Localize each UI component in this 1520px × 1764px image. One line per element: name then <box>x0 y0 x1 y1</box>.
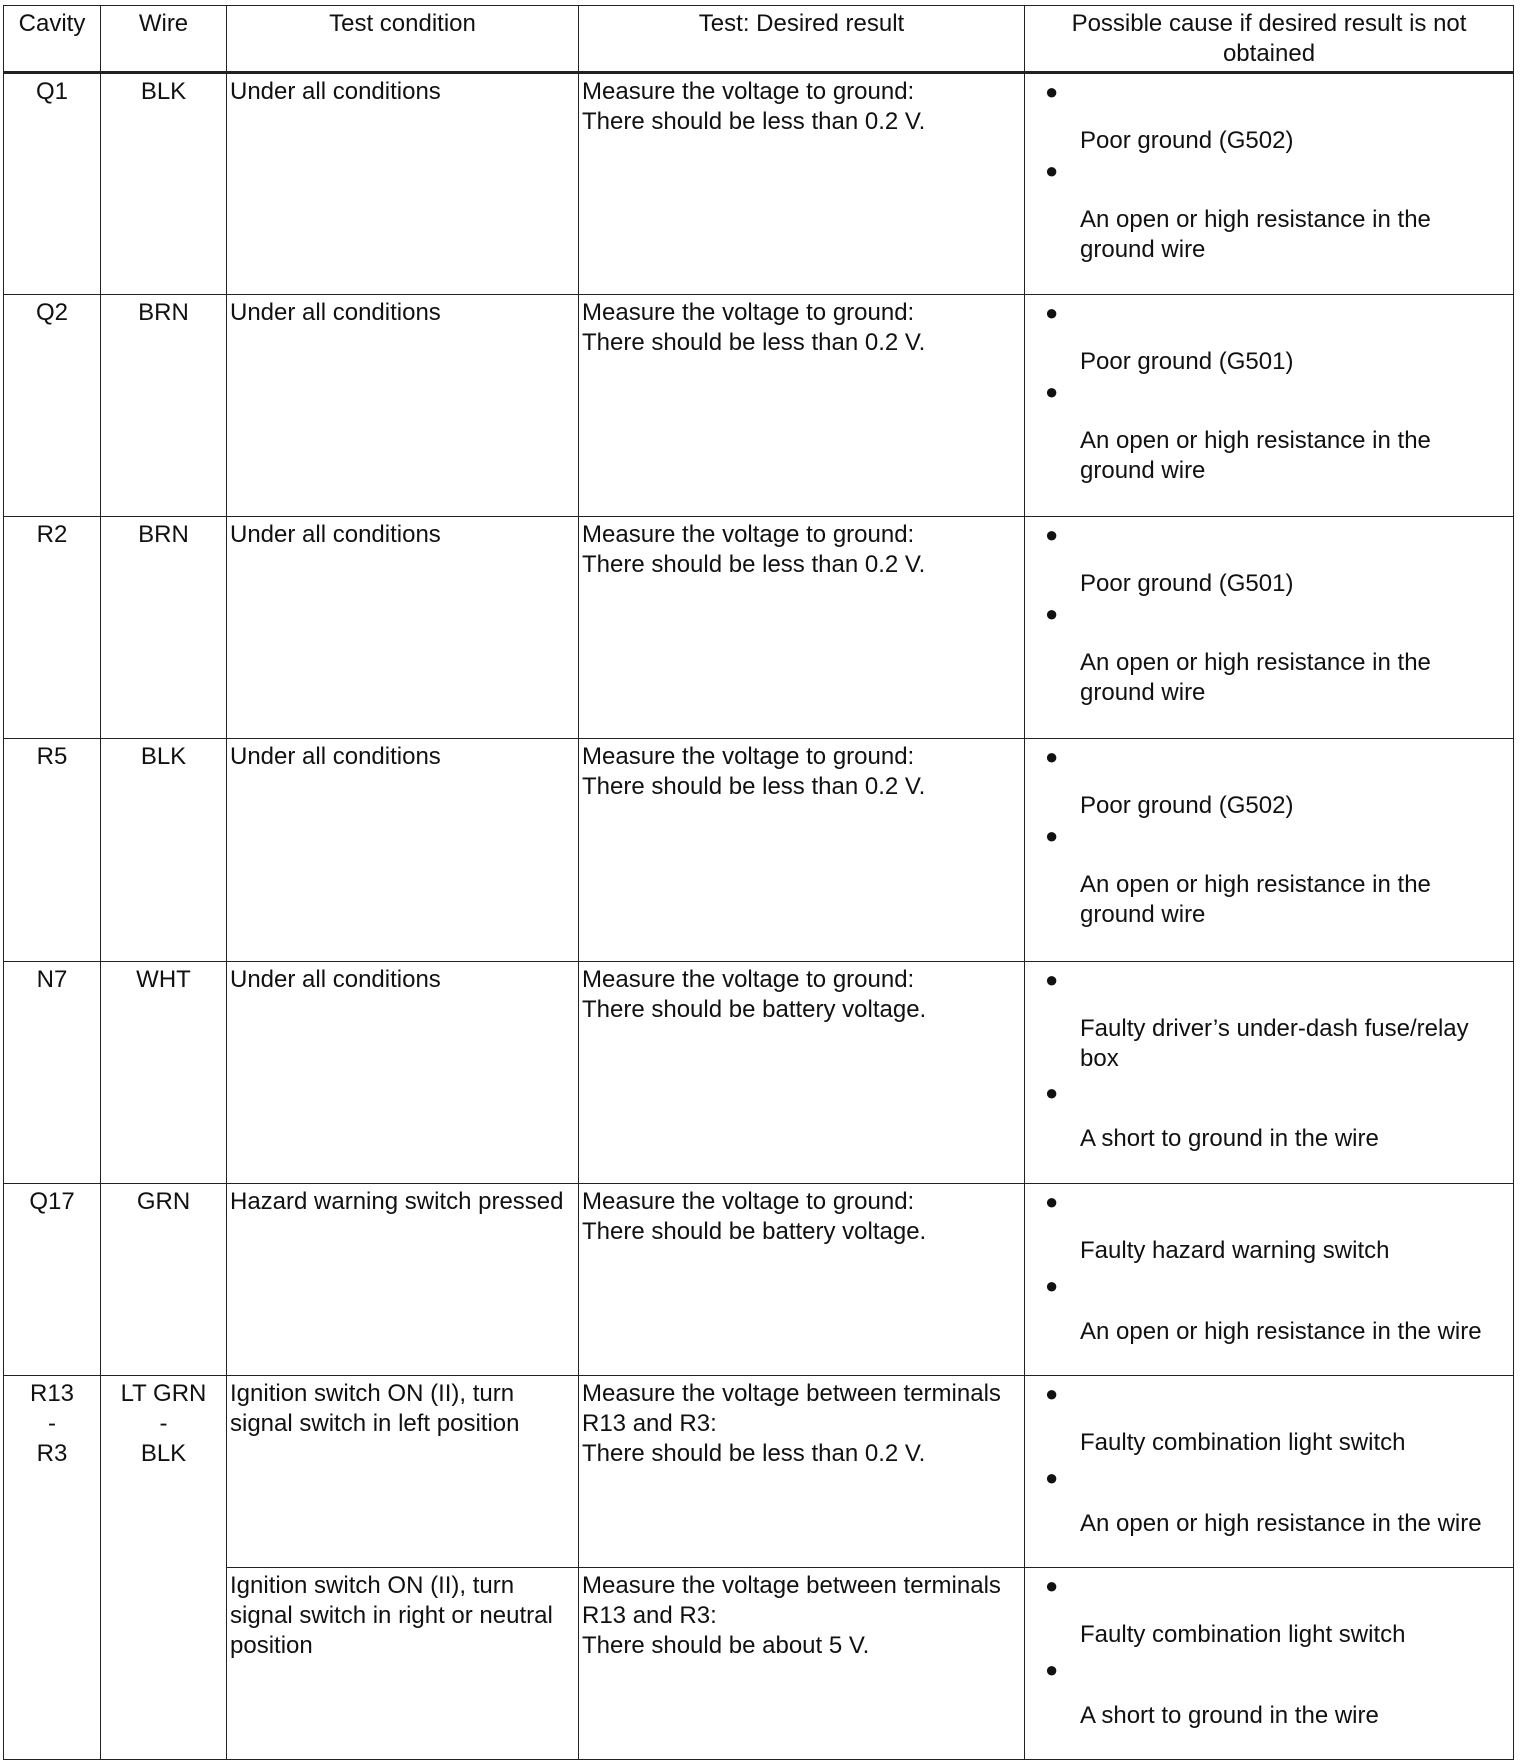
cause-item <box>1028 1650 1510 1731</box>
result-line: Measure the voltage to ground: <box>582 743 915 771</box>
cavity-line: - <box>48 1409 56 1437</box>
test-condition-cell: Under all conditions <box>227 739 579 961</box>
bullet-icon: ● <box>1045 1656 1059 1682</box>
result-line: There should be less than 0.2 V. <box>582 1439 926 1467</box>
result-line: There should be less than 0.2 V. <box>582 551 926 579</box>
cause-item <box>1028 377 1510 486</box>
result-line: There should be about 5 V. <box>582 1631 870 1659</box>
cause-list <box>1028 520 1510 708</box>
possible-cause-cell <box>1025 1567 1514 1759</box>
possible-cause-cell <box>1025 73 1514 295</box>
cause-text: Faulty combination light switch <box>1080 1428 1406 1456</box>
result-line: There should be battery voltage. <box>582 995 927 1023</box>
cause-item <box>1028 1379 1510 1458</box>
cause-text: An open or high resistance in the ground wire <box>1080 649 1431 707</box>
cause-text: Poor ground (G501) <box>1080 348 1294 376</box>
bullet-icon: ● <box>1045 300 1059 326</box>
table-header <box>4 6 1514 73</box>
table-row <box>4 1183 1514 1375</box>
cause-item <box>1028 821 1510 930</box>
cavity-cell: Q17 <box>4 1183 101 1375</box>
bullet-icon: ● <box>1045 823 1059 849</box>
wire-cell: GRN <box>101 1183 227 1375</box>
cause-text: An open or high resistance in the ground wire <box>1080 871 1431 929</box>
result-line: Measure the voltage to ground: <box>582 1187 915 1215</box>
result-line: Measure the voltage to ground: <box>582 521 915 549</box>
table-row <box>4 1567 1514 1759</box>
table-row <box>4 295 1514 517</box>
cause-text: An open or high resistance in the wire <box>1080 1317 1482 1345</box>
desired-result-cell <box>579 295 1025 517</box>
bullet-icon: ● <box>1045 601 1059 627</box>
cavity-line: R3 <box>36 1439 68 1467</box>
test-condition-cell: Hazard warning switch pressed <box>227 1183 579 1375</box>
cause-item <box>1028 77 1510 156</box>
result-line: There should be less than 0.2 V. <box>582 329 926 357</box>
test-condition-cell: Under all conditions <box>227 961 579 1183</box>
desired-result-cell <box>579 1183 1025 1375</box>
desired-result-cell <box>579 1567 1025 1759</box>
table-row <box>4 1375 1514 1567</box>
result-line: Measure the voltage to ground: <box>582 965 915 993</box>
cavity-line: R13 <box>29 1379 75 1407</box>
cause-list <box>1028 742 1510 930</box>
bullet-icon: ● <box>1045 522 1059 548</box>
cause-item <box>1028 1571 1510 1650</box>
cause-list <box>1028 1187 1510 1347</box>
bullet-icon: ● <box>1045 379 1059 405</box>
header-cavity: Cavity <box>4 6 101 73</box>
bullet-icon: ● <box>1045 966 1059 992</box>
test-condition-cell: Under all conditions <box>227 73 579 295</box>
wire-cell: BLK <box>101 739 227 961</box>
result-line: Measure the voltage between terminals R13 and R3: <box>582 1379 1001 1437</box>
cause-item <box>1028 1458 1510 1539</box>
test-condition-cell: Under all conditions <box>227 295 579 517</box>
cause-text: Poor ground (G501) <box>1080 570 1294 598</box>
header-desired-result: Test: Desired result <box>579 6 1025 73</box>
table-row <box>4 73 1514 295</box>
cavity-cell: N7 <box>4 961 101 1183</box>
cause-text: A short to ground in the wire <box>1080 1124 1379 1152</box>
bullet-icon: ● <box>1045 79 1059 104</box>
table-row <box>4 739 1514 961</box>
possible-cause-cell <box>1025 517 1514 739</box>
desired-result-cell <box>579 73 1025 295</box>
possible-cause-cell <box>1025 1375 1514 1567</box>
possible-cause-cell <box>1025 295 1514 517</box>
header-wire: Wire <box>101 6 227 73</box>
desired-result-cell <box>579 517 1025 739</box>
cause-text: Faulty combination light switch <box>1080 1620 1406 1648</box>
cause-text: A short to ground in the wire <box>1080 1701 1379 1729</box>
result-line: Measure the voltage between terminals R13 and R3: <box>582 1571 1001 1629</box>
result-line: There should be less than 0.2 V. <box>582 108 926 135</box>
table-body <box>4 73 1514 1760</box>
wire-cell: WHT <box>101 961 227 1183</box>
wire-line: BLK <box>140 1439 187 1467</box>
bullet-icon: ● <box>1045 1380 1059 1406</box>
cause-item <box>1028 599 1510 708</box>
cause-list <box>1028 77 1510 265</box>
cause-text: Faulty driver’s under-dash fuse/relay box <box>1080 1014 1469 1072</box>
wire-line: - <box>159 1409 168 1437</box>
cavity-cell: Q1 <box>4 73 101 295</box>
header-possible-cause: Possible cause if desired result is not obtained <box>1025 6 1514 73</box>
cause-item <box>1028 965 1510 1074</box>
cause-text: An open or high resistance in the ground wire <box>1080 427 1431 485</box>
result-line: Measure the voltage to ground: <box>582 78 915 105</box>
cause-item <box>1028 1187 1510 1266</box>
cause-item <box>1028 742 1510 821</box>
bullet-icon: ● <box>1045 1272 1059 1298</box>
bullet-icon: ● <box>1045 1188 1059 1214</box>
test-condition-cell: Ignition switch ON (II), turn signal switch in right or neutral position <box>227 1567 579 1759</box>
cause-item <box>1028 1266 1510 1347</box>
result-line: There should be less than 0.2 V. <box>582 773 926 801</box>
bullet-icon: ● <box>1045 744 1059 770</box>
wire-cell: BLK <box>101 73 227 295</box>
desired-result-cell <box>579 1375 1025 1567</box>
possible-cause-cell <box>1025 1183 1514 1375</box>
test-condition-cell: Under all conditions <box>227 517 579 739</box>
cause-list <box>1028 965 1510 1154</box>
cavity-cell <box>4 1375 101 1759</box>
wire-cell <box>101 1375 227 1759</box>
cause-text: An open or high resistance in the wire <box>1080 1509 1482 1537</box>
cavity-cell: R5 <box>4 739 101 961</box>
diagnostic-sheet <box>3 5 1513 1760</box>
cause-text: Faulty hazard warning switch <box>1080 1236 1390 1264</box>
cause-list <box>1028 298 1510 486</box>
possible-cause-cell <box>1025 739 1514 961</box>
wire-cell: BRN <box>101 295 227 517</box>
cause-list <box>1028 1571 1510 1731</box>
desired-result-cell <box>579 961 1025 1183</box>
troubleshooting-table <box>3 5 1514 1760</box>
cause-item <box>1028 298 1510 377</box>
bullet-icon: ● <box>1045 158 1059 183</box>
cause-item <box>1028 156 1510 265</box>
result-line: Measure the voltage to ground: <box>582 299 915 327</box>
possible-cause-cell <box>1025 961 1514 1183</box>
result-line: There should be battery voltage. <box>582 1217 927 1245</box>
cavity-cell: Q2 <box>4 295 101 517</box>
table-row <box>4 517 1514 739</box>
cause-item <box>1028 520 1510 599</box>
cause-item <box>1028 1074 1510 1154</box>
wire-cell: BRN <box>101 517 227 739</box>
cause-text: Poor ground (G502) <box>1080 792 1294 820</box>
bullet-icon: ● <box>1045 1572 1059 1598</box>
cause-text: Poor ground (G502) <box>1080 127 1294 154</box>
desired-result-cell <box>579 739 1025 961</box>
header-test-condition: Test condition <box>227 6 579 73</box>
cavity-cell: R2 <box>4 517 101 739</box>
bullet-icon: ● <box>1045 1079 1059 1105</box>
cause-text: An open or high resistance in the ground wire <box>1080 206 1431 263</box>
table-row <box>4 961 1514 1183</box>
bullet-icon: ● <box>1045 1464 1059 1490</box>
test-condition-cell: Ignition switch ON (II), turn signal switch in left position <box>227 1375 579 1567</box>
wire-line: LT GRN <box>120 1379 207 1407</box>
cause-list <box>1028 1379 1510 1539</box>
